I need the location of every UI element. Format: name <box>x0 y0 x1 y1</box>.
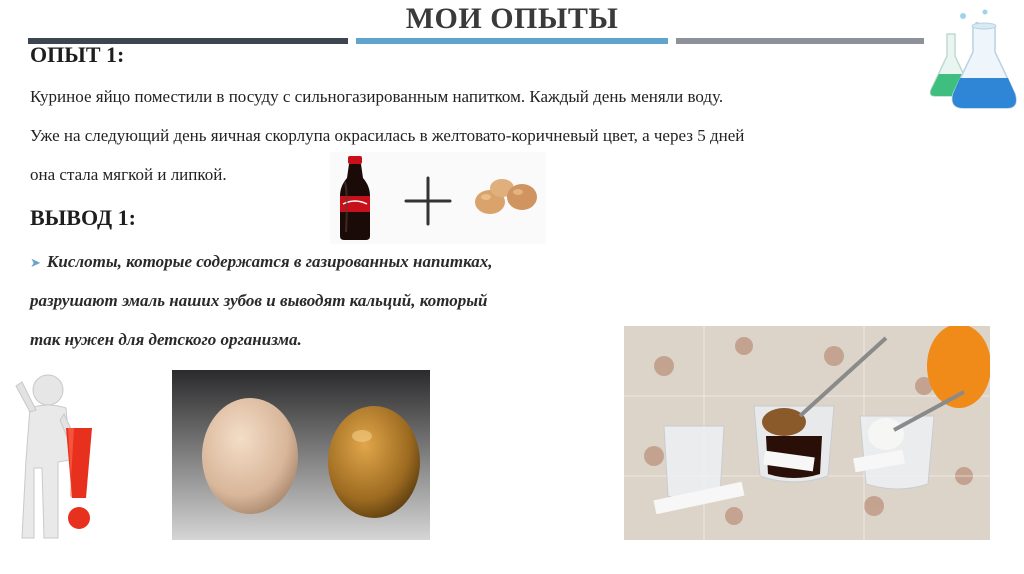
conclusion-line-1-text: Кислоты, которые содержатся в газированных напитках, <box>46 252 493 271</box>
conclusion-heading: ВЫВОД 1: <box>30 205 136 230</box>
eggs-comparison-photo <box>172 370 430 540</box>
soda-plus-eggs-image <box>330 152 546 244</box>
conclusion-line-1 <box>30 252 493 272</box>
eggs-icon <box>475 179 537 214</box>
soda-bottle-icon <box>340 156 370 240</box>
experiment-text-line-2: Уже на следующий день яичная скорлупа окрасилась в желтовато-коричневый цвет, а через 5 дней <box>30 126 745 145</box>
title-divider-blue <box>356 38 668 44</box>
plus-icon <box>406 178 450 224</box>
title-divider-gray <box>676 38 924 44</box>
experiment-glasses-photo <box>624 326 990 540</box>
bullet-arrow-icon: ➤ <box>30 255 41 270</box>
experiment-text-line-3: она стала мягкой и липкой. <box>30 165 227 184</box>
flask-icon <box>925 4 1020 116</box>
experiment-heading: ОПЫТ 1: <box>30 42 125 67</box>
conclusion-line-2: разрушают эмаль наших зубов и выводят кальций, который <box>30 291 488 310</box>
slide-title: МОИ ОПЫТЫ <box>405 2 619 35</box>
experiment-text-line-1: Куриное яйцо поместили в посуду с сильногазированным напитком. Каждый день меняли воду. <box>30 87 724 106</box>
conclusion-line-3: так нужен для детского организма. <box>30 330 302 349</box>
exclamation-person-icon <box>8 368 108 548</box>
